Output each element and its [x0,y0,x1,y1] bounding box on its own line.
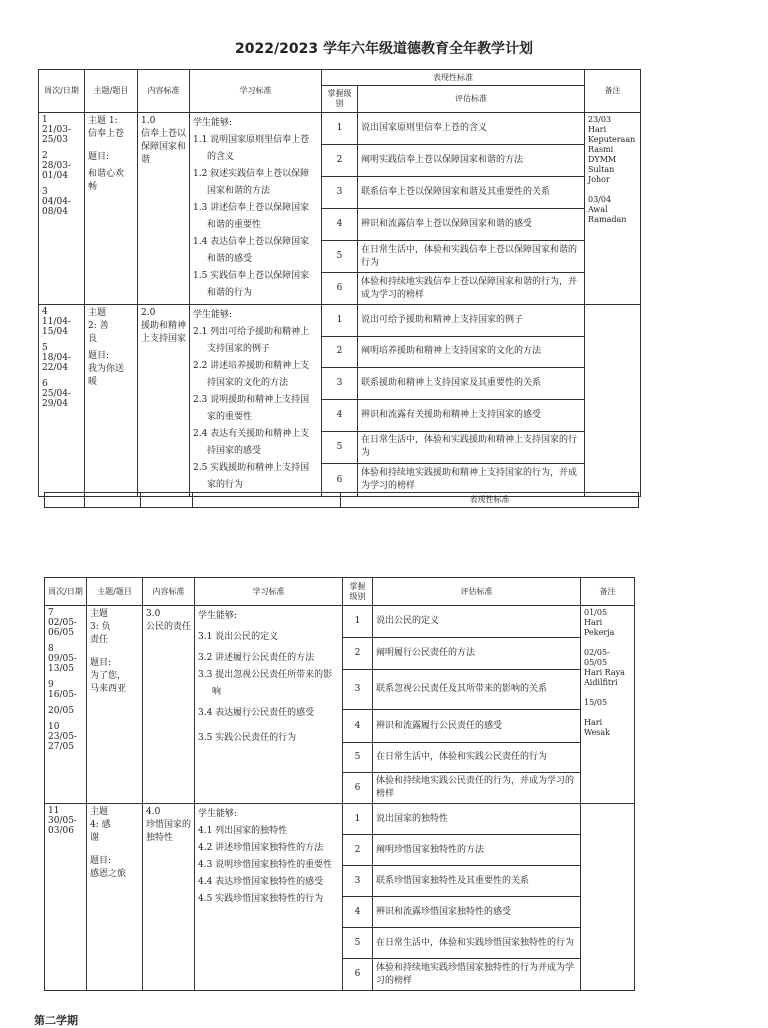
note-text: Wesak [584,728,611,737]
unit3-notes [581,606,635,804]
week-date: 18/04- [42,353,71,363]
eval-cell: 在日常生活中，体验和实践公民责任的行为 [373,743,581,773]
level-cell: 6 [322,273,358,305]
eval-cell: 阐明珍惜国家独特性的方法 [373,835,581,866]
week-date: 09/05- [48,654,77,664]
plan-table-term1 [38,69,641,497]
plan-table-term1-cont [44,577,635,991]
topic-label: 题目: [88,351,110,361]
week-date: 25/04- [42,389,71,399]
week-date: 23/05- [48,732,77,742]
header-week: 周次/日期 [39,70,85,113]
learning-intro: 学生能够: [193,118,233,128]
note-text: Sultan [588,165,615,174]
learning-item: 4.1 列出国家的独特性 [198,826,288,836]
learning-item: 1.2 叙述实践信奉上苍以保障国家和谐的方法 [193,169,310,196]
note-text: Hari Raya [584,668,625,677]
header-learning: 学习标准 [190,70,322,113]
learning-item: 2.4 表达有关援助和精神上支持国家的感受 [193,429,310,456]
eval-cell: 体验和持续地实践信奉上苍以保障国家和谐的行为，并成为学习的榜样 [358,273,585,305]
eval-cell: 阐明实践信奉上苍以保障国家和谐的方法 [358,145,585,177]
eval-cell: 在日常生活中，体验和实践珍惜国家独特性的行为 [373,928,581,959]
level-cell: 5 [322,241,358,273]
page-title: 2022/2023 学年六年级道德教育全年教学计划 [235,41,533,57]
theme-name: 信奉上苍 [88,129,125,139]
content-text: 珍惜国家的独特性 [146,820,192,843]
learning-item: 3.1 说出公民的定义 [198,632,279,642]
header-notes: 备注 [585,70,641,113]
note-date: 15/05 [584,698,608,707]
note-date: 05/05 [584,658,608,667]
header-performance: 表现性标准 [322,70,585,86]
eval-cell: 体验和持续地实践公民责任的行为，并成为学习的榜样 [373,773,581,804]
unit2-learning [190,305,322,497]
eval-cell: 辨识和流露信奉上苍以保障国家和谐的感受 [358,209,585,241]
unit3-theme [87,606,143,804]
eval-cell: 辨识和流露履行公民责任的感受 [373,710,581,743]
strip-cell [141,493,193,508]
topic-name-cont: 暖 [88,377,98,387]
learning-item: 4.2 讲述珍惜国家独特性的方法 [198,843,324,853]
level-cell: 1 [322,113,358,145]
week-number: 5 [42,343,48,353]
theme-name: 3: 负 [90,622,111,632]
level-cell: 5 [343,928,373,959]
theme-name-cont: 责任 [90,635,109,645]
eval-cell: 辨识和流露有关援助和精神上支持国家的感受 [358,399,585,431]
level-cell: 2 [343,835,373,866]
topic-name: 为了您， [90,671,127,681]
note-text: Rasmi [588,145,614,154]
header-content: 内容标准 [138,70,190,113]
topic-label: 题目: [90,856,112,866]
eval-cell: 辨识和流露珍惜国家独特性的感受 [373,897,581,928]
strip-cell [193,493,341,508]
eval-cell: 说出国家的独特性 [373,804,581,835]
note-text: Johor [588,175,610,184]
unit4-theme [87,804,143,991]
term-heading: 第二学期 [34,1014,78,1027]
eval-cell: 体验和持续地实践援助和精神上支持国家的行为，并成为学习的榜样 [358,464,585,497]
eval-cell: 阐明履行公民责任的方法 [373,638,581,670]
unit4-weeks [45,804,87,991]
learning-item: 3.5 实践公民责任的行为 [198,733,297,743]
theme-label: 主题 [90,807,109,817]
note-text: Aidilfitri [584,678,618,687]
week-number: 10 [48,722,60,732]
week-number: 6 [42,379,48,389]
learning-intro: 学生能够: [198,611,238,621]
topic-name-cont: 马来西亚 [90,684,127,694]
unit1-content [138,113,190,305]
week-number: 4 [42,307,48,317]
content-code: 1.0 [141,116,156,126]
week-date: 29/04 [42,399,68,409]
level-cell: 2 [322,145,358,177]
topic-name: 感恩之旅 [90,869,127,879]
header-level: 掌握级别 [322,86,358,113]
level-cell: 1 [322,305,358,337]
level-cell: 4 [322,209,358,241]
learning-item: 4.3 说明珍惜国家独特性的重要性 [198,860,333,870]
week-date: 06/05 [48,628,74,638]
note-date: 23/03 [588,115,612,124]
content-code: 2.0 [141,308,156,318]
eval-cell: 联系信奉上苍以保障国家和谐及其重要性的关系 [358,177,585,209]
week-number: 11 [48,806,60,816]
topic-label: 题目: [90,658,112,668]
eval-cell: 阐明培养援助和精神上支持国家的文化的方法 [358,336,585,368]
header-content: 内容标准 [143,578,195,606]
week-date: 04/04- [42,197,71,207]
learning-item: 2.2 讲述培养援助和精神上支持国家的文化的方法 [193,361,310,388]
topic-label: 题目: [88,152,110,162]
eval-cell: 说出国家原则里信奉上苍的含义 [358,113,585,145]
note-text: Awal [588,205,608,214]
note-text: Hari [584,718,603,727]
theme-label: 主题 [90,609,109,619]
content-code: 3.0 [146,609,161,619]
topic-name-cont: 畅 [88,182,98,192]
learning-item: 1.5 实践信奉上苍以保障国家和谐的行为 [193,271,310,298]
week-date: 13/05 [48,664,74,674]
week-date: 28/03- [42,161,71,171]
header-week: 周次/日期 [45,578,87,606]
unit3-learning [195,606,343,804]
unit2-weeks [39,305,85,497]
level-cell: 6 [322,464,358,497]
header-level: 掌握级别 [343,578,373,606]
week-date: 11/04- [42,317,71,327]
week-date: 30/05- [48,816,77,826]
eval-cell: 在日常生活中，体验和实践援助和精神上支持国家的行为 [358,431,585,464]
content-text: 信奉上苍以保障国家和谐 [141,129,187,165]
week-date: 08/04 [42,207,68,217]
week-date: 25/03 [42,135,68,145]
level-cell: 5 [343,743,373,773]
note-text: Pekerja [584,628,615,637]
level-cell: 3 [343,670,373,710]
theme-label: 主题 [88,308,107,318]
week-date: 16/05- [48,690,77,700]
week-date: 21/03- [42,125,71,135]
unit1-learning [190,113,322,305]
eval-cell: 联系珍惜国家独特性及其重要性的关系 [373,866,581,897]
strip-cell [45,493,85,508]
unit1-theme [85,113,138,305]
unit4-learning [195,804,343,991]
eval-cell: 说出公民的定义 [373,606,581,638]
learning-item: 3.2 讲述履行公民责任的方法 [198,653,315,663]
week-date: 03/06 [48,826,74,836]
note-text: Ramadan [588,215,627,224]
strip-label: 表现性标准 [341,493,639,508]
content-text: 援助和精神上支持国家 [141,321,187,344]
level-cell: 2 [343,638,373,670]
level-cell: 4 [322,399,358,431]
learning-intro: 学生能够: [198,809,238,819]
note-date: 03/04 [588,195,612,204]
learning-item: 2.3 说明援助和精神上支持国家的重要性 [193,395,310,422]
strip-cell [85,493,141,508]
learning-item: 2.5 实践援助和精神上支持国家的行为 [193,463,310,490]
theme-name: 4: 感 [90,820,111,830]
unit1-notes [585,113,641,305]
note-text: Hari [584,618,603,627]
level-cell: 5 [322,431,358,464]
learning-intro: 学生能够: [193,310,233,320]
eval-cell: 在日常生活中，体验和实践信奉上苍以保障国家和谐的行为 [358,241,585,273]
week-number: 9 [48,680,54,690]
header-notes: 备注 [581,578,635,606]
learning-item: 3.4 表达履行公民责任的感受 [198,708,315,718]
theme-name-cont: 谢 [90,833,100,843]
learning-item: 1.4 表达信奉上苍以保障国家和谐的感受 [193,237,310,264]
header-learning: 学习标准 [195,578,343,606]
learning-item: 4.4 表达珍惜国家独特性的感受 [198,877,324,887]
note-text: Keputeraan [588,135,636,144]
level-cell: 3 [322,177,358,209]
week-date: 15/04 [42,327,68,337]
unit2-notes [585,305,641,497]
level-cell: 2 [322,336,358,368]
theme-label: 主题 1: [88,116,118,126]
learning-item: 1.1 说明国家原则里信奉上苍的含义 [193,135,310,162]
level-cell: 4 [343,710,373,743]
level-cell: 3 [343,866,373,897]
topic-name: 我为你送 [88,364,125,374]
eval-cell: 说出可给予援助和精神上支持国家的例子 [358,305,585,337]
header-theme: 主题/题目 [85,70,138,113]
level-cell: 1 [343,606,373,638]
learning-item: 4.5 实践珍惜国家独特性的行为 [198,894,324,904]
note-text: Hari [588,125,607,134]
header-theme: 主题/题目 [87,578,143,606]
note-text: DYMM [588,155,617,164]
unit3-weeks [45,606,87,804]
week-number: 3 [42,187,48,197]
week-date: 01/04 [42,171,68,181]
week-date: 20/05 [48,706,74,716]
unit4-content [143,804,195,991]
topic-name: 和谐心欢 [88,169,125,179]
unit2-theme [85,305,138,497]
performance-strip [44,492,639,508]
level-cell: 6 [343,959,373,991]
level-cell: 4 [343,897,373,928]
week-number: 7 [48,608,54,618]
week-number: 1 [42,115,48,125]
header-eval: 评估标准 [373,578,581,606]
level-cell: 1 [343,804,373,835]
eval-cell: 联系援助和精神上支持国家及其重要性的关系 [358,368,585,400]
level-cell: 3 [322,368,358,400]
learning-item: 1.3 讲述信奉上苍以保障国家和谐的重要性 [193,203,310,230]
eval-cell: 体验和持续地实践珍惜国家独特性的行为并成为学习的榜样 [373,959,581,991]
learning-item: 2.1 列出可给予援助和精神上支持国家的例子 [193,327,310,354]
theme-name-cont: 良 [88,334,98,344]
eval-cell: 联系忽视公民责任及其所带来的影响的关系 [373,670,581,710]
content-text: 公民的责任 [146,622,192,632]
note-date: 01/05 [584,608,608,617]
week-number: 8 [48,644,54,654]
unit4-notes [581,804,635,991]
note-date: 02/05- [584,648,610,657]
unit1-weeks [39,113,85,305]
week-number: 2 [42,151,48,161]
theme-name: 2: 善 [88,321,109,331]
unit3-content [143,606,195,804]
level-cell: 6 [343,773,373,804]
week-date: 22/04 [42,363,68,373]
header-eval: 评估标准 [358,86,585,113]
week-date: 27/05 [48,742,74,752]
unit2-content [138,305,190,497]
content-code: 4.0 [146,807,161,817]
learning-item: 3.3 提出忽视公民责任所带来的影响 [198,670,333,697]
week-date: 02/05- [48,618,77,628]
